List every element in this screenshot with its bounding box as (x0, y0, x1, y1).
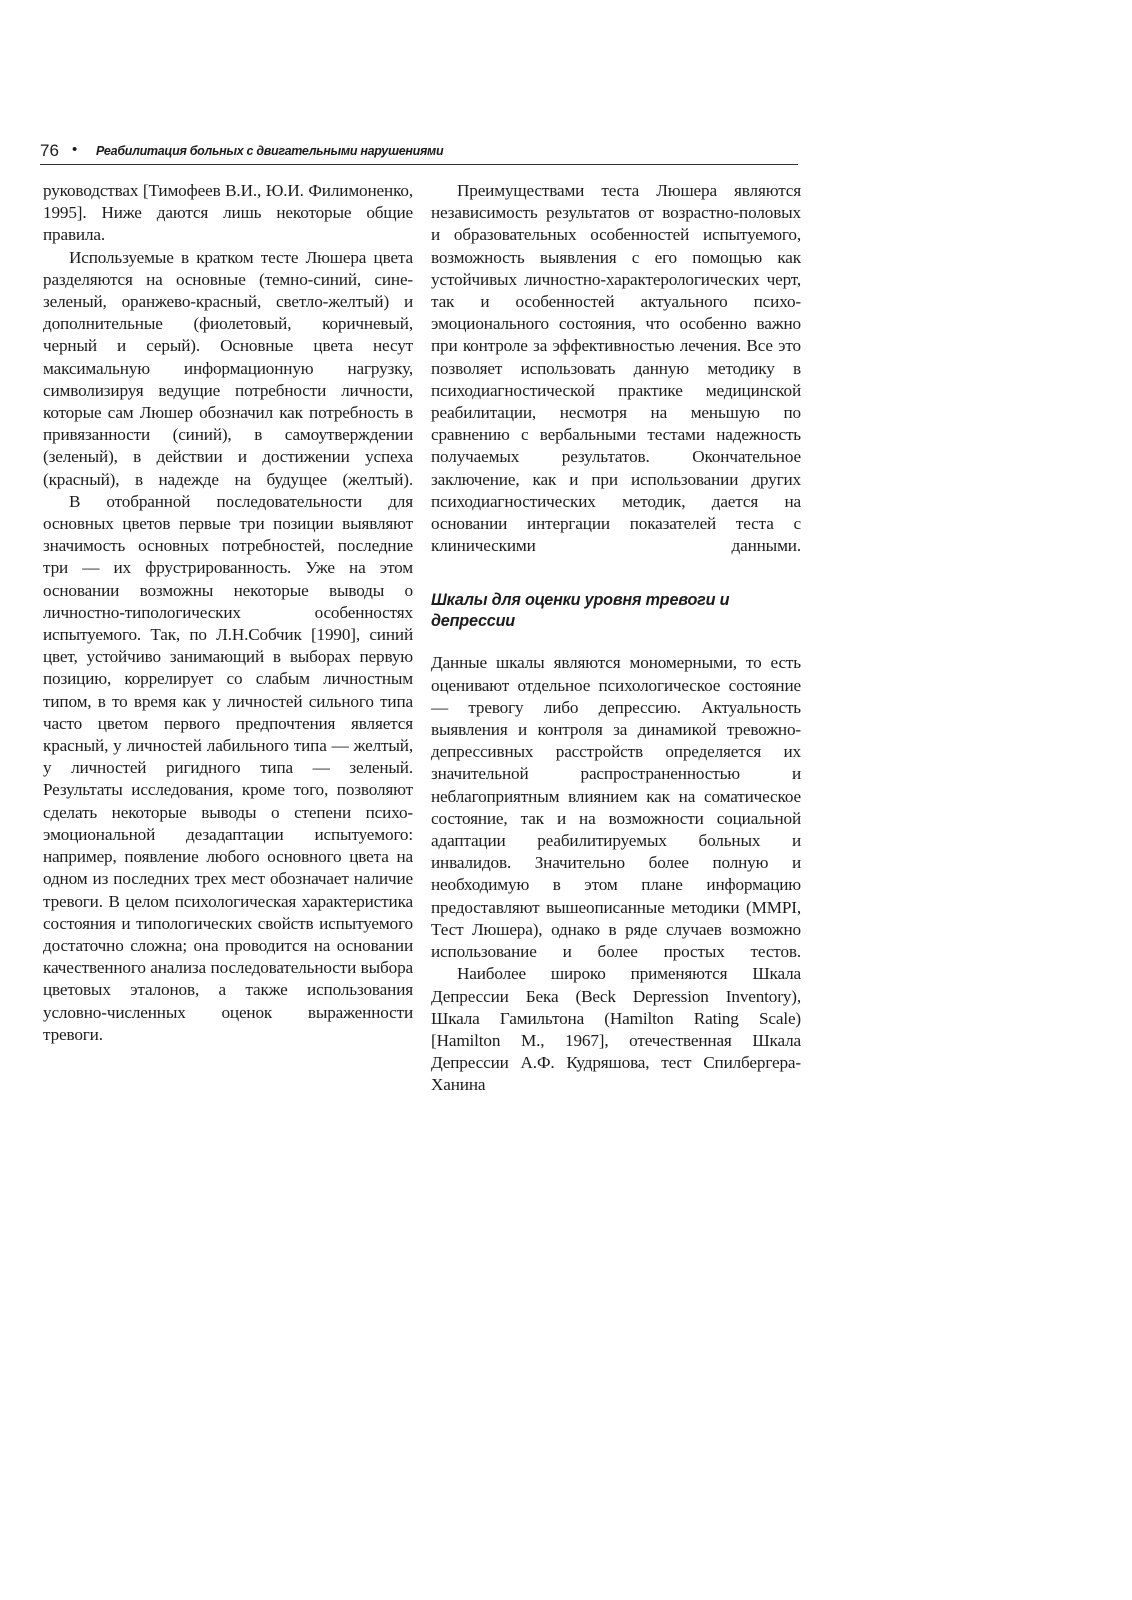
right-paragraph-1: Преимуществами теста Люшера являются независимость результатов от возрастно-половых и образовательных особенностей испытуемого, возможность выявления с его помощью как устойчивых личностно-характерологических черт, так и особенностей актуального психо-эмоционального состояния, что особенно важно при контроле за эффективностью лечения. Все это позволяет использовать данную методику в психодиагностической практике медицинской реабилитации, несмотря на меньшую по сравнению с вербальными тестами надежность получаемых результатов. Окончательное заключение, как и при использовании других психодиагностических методик, дается на основании интергации показателей теста с клиническими данными. (431, 181, 801, 556)
page-number: 76 (40, 141, 59, 160)
right-paragraph-3: Наиболее широко применяются Шкала Депрессии Бека (Beck Depression Inventory), Шкала Гамильтона (Hamilton Rating Scale) [Hamilton M., 1967], отечественная Шкала Депрессии А.Ф. Кудряшова, тест Спилбергера-Ханина (431, 964, 801, 1095)
right-column (431, 180, 801, 1097)
right-paragraph-2: Данные шкалы являются мономерными, то есть оценивают отдельное психологическое состояние — тревогу либо депрессию. Актуальность выявления и контроля за динамикой тревожно-депрессивных расстройств определяется их значительной распространенностью и неблагоприятным влиянием как на соматическое состояние, так и на возможности социальной адаптации реабилитируемых больных и инвалидов. Значительно более полную и необходимую в этом плане информацию предоставляют вышеописанные методики (MMPI, Тест Люшера), однако в ряде случаев возможно использование и более простых тестов. (431, 653, 801, 962)
running-header (40, 140, 798, 165)
left-paragraph-1: руководствах [Тимофеев В.И., Ю.И. Филимоненко, 1995]. Ниже даются лишь некоторые общие правила. (43, 181, 413, 245)
header-bullet: • (72, 141, 78, 158)
running-title: Реабилитация больных с двигательными нарушениями (96, 144, 444, 158)
section-heading: Шкалы для оценки уровня тревоги и депрессии (431, 591, 730, 631)
left-column (43, 180, 413, 1046)
left-paragraph-2: Используемые в кратком тесте Люшера цвета разделяются на основные (темно-синий, сине-зеленый, оранжево-красный, светло-желтый) и дополнительные (фиолетовый, коричневый, черный и серый). Основные цвета несут максимальную информационную нагрузку, символизируя ведущие потребности личности, которые сам Люшер обозначил как потребность в привязанности (синий), в самоутверждении (зеленый), в действии и достижении успеха (красный), в надежде на будущее (желтый). (43, 247, 413, 489)
left-paragraph-3: В отобранной последовательности для основных цветов первые три позиции выявляют значимость основных потребностей, последние три — их фрустрированность. Уже на этом основании возможны некоторые выводы о личностно-типологических особенностях испытуемого. Так, по Л.Н.Собчик [1990], синий цвет, устойчиво занимающий в выборах первую позицию, коррелирует со слабым личностным типом, в то время как у личностей сильного типа часто цветом первого предпочтения является красный, у личностей лабильного типа — желтый, у личностей ригидного типа — зеленый. Результаты исследования, кроме того, позволяют сделать некоторые выводы о степени психо-эмоциональной дезадаптации испытуемого: например, появление любого основного цвета на одном из последних трех мест обозначает наличие тревоги. В целом психологическая характеристика состояния и типологических свойств испытуемого достаточно сложна; она проводится на основании качественного анализа последовательности выбора цветовых эталонов, а также использования условно-численных оценок выраженности тревоги. (43, 491, 413, 1044)
